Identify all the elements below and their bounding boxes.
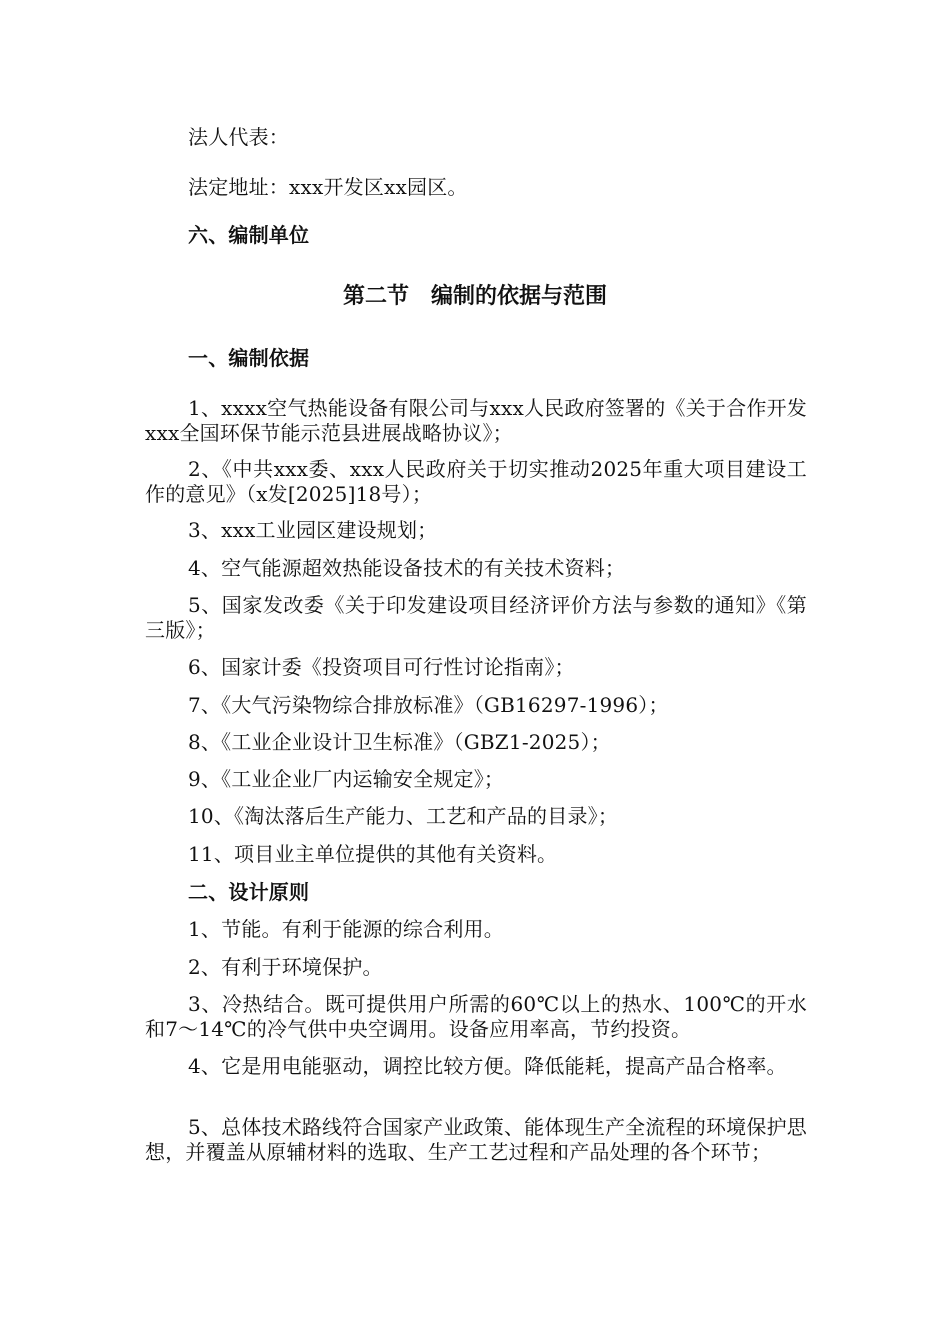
basis-item: 11、项目业主单位提供的其他有关资料。 [188,842,558,866]
legal-address-line: 法定地址：xxx开发区xx园区。 [188,175,468,199]
basis-item: 1、xxxx空气热能设备有限公司与xxx人民政府签署的《关于合作开发xxx全国环保节能示范县进展战略协议》； [145,396,807,445]
principle-item: 2、有利于环境保护。 [188,955,383,979]
basis-item: 2、《中共xxx委、xxx人民政府关于切实推动2025年重大项目建设工作的意见》（x发[2025]18号）； [145,457,807,506]
basis-item: 3、xxx工业园区建设规划； [188,518,438,542]
heading-design-principles: 二、设计原则 [188,880,310,904]
basis-item: 6、国家计委《投资项目可行性讨论指南》； [188,655,575,679]
principle-item: 4、它是用电能驱动，调控比较方便。降低能耗，提高产品合格率。 [188,1054,787,1078]
basis-item: 8、《工业企业设计卫生标准》（GBZ1-2025）； [188,730,611,754]
basis-item: 9、《工业企业厂内运输安全规定》； [188,767,505,791]
principle-item: 3、冷热结合。既可提供用户所需的60℃以上的热水、100℃的开水和7～14℃的冷气供中央空调用。设备应用率高，节约投资。 [145,992,807,1041]
basis-item: 10、《淘汰落后生产能力、工艺和产品的目录》； [188,804,619,828]
heading-compiling-unit: 六、编制单位 [188,223,310,247]
basis-item: 7、《大气污染物综合排放标准》（GB16297-1996）； [188,693,669,717]
principle-item: 1、节能。有利于能源的综合利用。 [188,917,504,941]
basis-item: 4、空气能源超效热能设备技术的有关技术资料； [188,556,626,580]
principle-item: 5、总体技术路线符合国家产业政策、能体现生产全流程的环境保护思想，并覆盖从原辅材料的选取、生产工艺过程和产品处理的各个环节； [145,1115,807,1164]
section-title: 第二节 编制的依据与范围 [342,284,607,309]
basis-item: 5、国家发改委《关于印发建设项目经济评价方法与参数的通知》《第三版》； [145,593,807,642]
heading-compiling-basis: 一、编制依据 [188,346,310,370]
legal-representative-line: 法人代表： [188,125,289,149]
